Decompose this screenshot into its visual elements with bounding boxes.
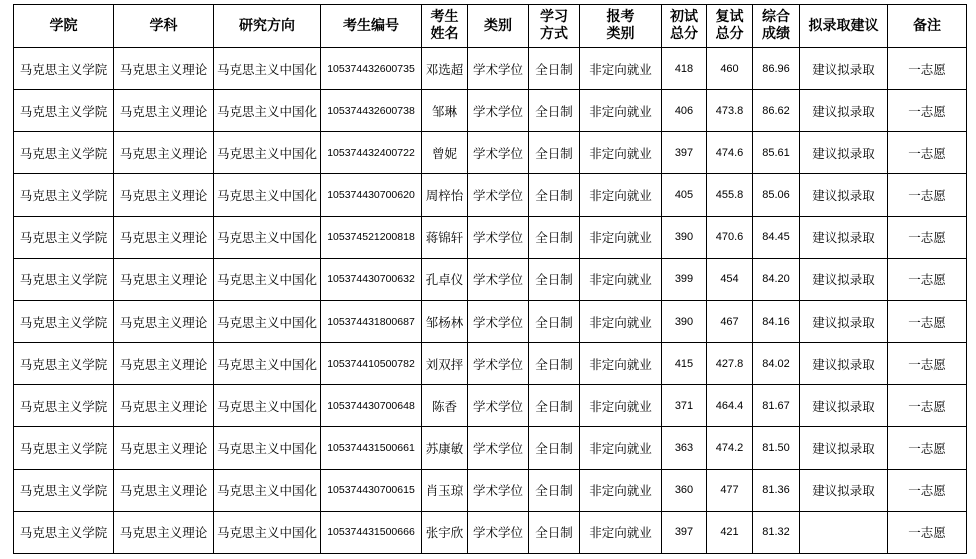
table-row (14, 258, 967, 300)
table-row (14, 48, 967, 90)
remarks-cell: 一志愿 (888, 174, 967, 216)
application-type-cell: 非定向就业 (580, 300, 662, 342)
composite-score-cell: 85.61 (753, 132, 800, 174)
composite-score-cell: 84.20 (753, 258, 800, 300)
college-cell: 马克思主义学院 (14, 216, 114, 258)
candidate-id-cell: 105374410500782 (321, 343, 422, 385)
suggestion-cell: 建议拟录取 (800, 90, 888, 132)
discipline-cell: 马克思主义理论 (114, 385, 214, 427)
retest-score-cell: 467 (707, 300, 753, 342)
discipline-cell: 马克思主义理论 (114, 216, 214, 258)
application-type-cell: 非定向就业 (580, 427, 662, 469)
composite-score-cell: 81.32 (753, 511, 800, 553)
initial-score-cell: 415 (662, 343, 707, 385)
candidate-id-cell: 105374430700648 (321, 385, 422, 427)
college-cell: 马克思主义学院 (14, 132, 114, 174)
initial-score-cell: 405 (662, 174, 707, 216)
table-row (14, 216, 967, 258)
table-row (14, 300, 967, 342)
study-mode-cell: 全日制 (529, 48, 580, 90)
category-cell: 学术学位 (468, 216, 529, 258)
name-cell: 曾妮 (422, 132, 468, 174)
candidate-id-cell: 105374430700615 (321, 469, 422, 511)
suggestion-cell: 建议拟录取 (800, 216, 888, 258)
college-cell: 马克思主义学院 (14, 427, 114, 469)
name-cell: 邹琳 (422, 90, 468, 132)
suggestion-cell: 建议拟录取 (800, 132, 888, 174)
suggestion-cell: 建议拟录取 (800, 300, 888, 342)
composite-score-cell: 84.02 (753, 343, 800, 385)
discipline-cell: 马克思主义理论 (114, 300, 214, 342)
study-mode-cell: 全日制 (529, 385, 580, 427)
name-cell: 孔卓仪 (422, 258, 468, 300)
college-cell: 马克思主义学院 (14, 343, 114, 385)
remarks-cell: 一志愿 (888, 216, 967, 258)
remarks-cell: 一志愿 (888, 300, 967, 342)
suggestion-cell: 建议拟录取 (800, 174, 888, 216)
composite-score-cell: 85.06 (753, 174, 800, 216)
initial-score-cell: 360 (662, 469, 707, 511)
col-header-admission-suggestion: 拟录取建议 (800, 5, 888, 48)
composite-score-cell: 84.16 (753, 300, 800, 342)
college-cell: 马克思主义学院 (14, 174, 114, 216)
initial-score-cell: 363 (662, 427, 707, 469)
college-cell: 马克思主义学院 (14, 300, 114, 342)
candidate-id-cell: 105374432600735 (321, 48, 422, 90)
college-cell: 马克思主义学院 (14, 511, 114, 553)
composite-score-cell: 81.67 (753, 385, 800, 427)
composite-score-cell: 86.96 (753, 48, 800, 90)
initial-score-cell: 399 (662, 258, 707, 300)
remarks-cell: 一志愿 (888, 469, 967, 511)
col-header-initial-score: 初试 总分 (662, 5, 707, 48)
initial-score-cell: 397 (662, 132, 707, 174)
retest-score-cell: 421 (707, 511, 753, 553)
remarks-cell: 一志愿 (888, 90, 967, 132)
direction-cell: 马克思主义中国化 (214, 90, 321, 132)
remarks-cell: 一志愿 (888, 343, 967, 385)
name-cell: 蒋锦轩 (422, 216, 468, 258)
discipline-cell: 马克思主义理论 (114, 427, 214, 469)
study-mode-cell: 全日制 (529, 174, 580, 216)
name-cell: 邓选超 (422, 48, 468, 90)
study-mode-cell: 全日制 (529, 469, 580, 511)
application-type-cell: 非定向就业 (580, 174, 662, 216)
table-row (14, 469, 967, 511)
application-type-cell: 非定向就业 (580, 48, 662, 90)
initial-score-cell: 371 (662, 385, 707, 427)
category-cell: 学术学位 (468, 511, 529, 553)
study-mode-cell: 全日制 (529, 132, 580, 174)
remarks-cell: 一志愿 (888, 48, 967, 90)
candidate-id-cell: 105374430700620 (321, 174, 422, 216)
candidate-id-cell: 105374521200818 (321, 216, 422, 258)
category-cell: 学术学位 (468, 90, 529, 132)
table-row (14, 174, 967, 216)
name-cell: 张宇欣 (422, 511, 468, 553)
col-header-study-mode: 学习 方式 (529, 5, 580, 48)
category-cell: 学术学位 (468, 469, 529, 511)
retest-score-cell: 473.8 (707, 90, 753, 132)
remarks-cell: 一志愿 (888, 427, 967, 469)
study-mode-cell: 全日制 (529, 300, 580, 342)
application-type-cell: 非定向就业 (580, 132, 662, 174)
table-row (14, 90, 967, 132)
composite-score-cell: 86.62 (753, 90, 800, 132)
name-cell: 苏康敏 (422, 427, 468, 469)
retest-score-cell: 460 (707, 48, 753, 90)
study-mode-cell: 全日制 (529, 258, 580, 300)
retest-score-cell: 455.8 (707, 174, 753, 216)
application-type-cell: 非定向就业 (580, 343, 662, 385)
direction-cell: 马克思主义中国化 (214, 343, 321, 385)
category-cell: 学术学位 (468, 427, 529, 469)
study-mode-cell: 全日制 (529, 216, 580, 258)
candidate-id-cell: 105374431800687 (321, 300, 422, 342)
direction-cell: 马克思主义中国化 (214, 511, 321, 553)
direction-cell: 马克思主义中国化 (214, 258, 321, 300)
discipline-cell: 马克思主义理论 (114, 511, 214, 553)
application-type-cell: 非定向就业 (580, 90, 662, 132)
name-cell: 周梓怡 (422, 174, 468, 216)
col-header-application-type: 报考 类别 (580, 5, 662, 48)
suggestion-cell: 建议拟录取 (800, 48, 888, 90)
composite-score-cell: 81.36 (753, 469, 800, 511)
suggestion-cell: 建议拟录取 (800, 469, 888, 511)
suggestion-cell: 建议拟录取 (800, 258, 888, 300)
candidate-id-cell: 105374430700632 (321, 258, 422, 300)
direction-cell: 马克思主义中国化 (214, 132, 321, 174)
name-cell: 邹杨林 (422, 300, 468, 342)
col-header-retest-score: 复试 总分 (707, 5, 753, 48)
college-cell: 马克思主义学院 (14, 258, 114, 300)
application-type-cell: 非定向就业 (580, 511, 662, 553)
category-cell: 学术学位 (468, 132, 529, 174)
composite-score-cell: 84.45 (753, 216, 800, 258)
candidate-id-cell: 105374431500661 (321, 427, 422, 469)
discipline-cell: 马克思主义理论 (114, 132, 214, 174)
retest-score-cell: 470.6 (707, 216, 753, 258)
col-header-discipline: 学科 (114, 5, 214, 48)
application-type-cell: 非定向就业 (580, 216, 662, 258)
category-cell: 学术学位 (468, 385, 529, 427)
remarks-cell: 一志愿 (888, 132, 967, 174)
name-cell: 陈香 (422, 385, 468, 427)
direction-cell: 马克思主义中国化 (214, 174, 321, 216)
table-row (14, 343, 967, 385)
header-row (14, 5, 967, 48)
study-mode-cell: 全日制 (529, 343, 580, 385)
col-header-candidate-id: 考生编号 (321, 5, 422, 48)
discipline-cell: 马克思主义理论 (114, 469, 214, 511)
college-cell: 马克思主义学院 (14, 469, 114, 511)
table-row (14, 132, 967, 174)
name-cell: 肖玉琼 (422, 469, 468, 511)
discipline-cell: 马克思主义理论 (114, 48, 214, 90)
initial-score-cell: 418 (662, 48, 707, 90)
application-type-cell: 非定向就业 (580, 258, 662, 300)
college-cell: 马克思主义学院 (14, 385, 114, 427)
col-header-college: 学院 (14, 5, 114, 48)
table-row (14, 385, 967, 427)
col-header-candidate-name: 考生 姓名 (422, 5, 468, 48)
col-header-composite-score: 综合 成绩 (753, 5, 800, 48)
category-cell: 学术学位 (468, 48, 529, 90)
col-header-research-direction: 研究方向 (214, 5, 321, 48)
retest-score-cell: 464.4 (707, 385, 753, 427)
discipline-cell: 马克思主义理论 (114, 174, 214, 216)
candidate-id-cell: 105374432400722 (321, 132, 422, 174)
study-mode-cell: 全日制 (529, 427, 580, 469)
initial-score-cell: 397 (662, 511, 707, 553)
initial-score-cell: 390 (662, 300, 707, 342)
initial-score-cell: 390 (662, 216, 707, 258)
college-cell: 马克思主义学院 (14, 90, 114, 132)
application-type-cell: 非定向就业 (580, 469, 662, 511)
suggestion-cell: 建议拟录取 (800, 343, 888, 385)
retest-score-cell: 474.2 (707, 427, 753, 469)
direction-cell: 马克思主义中国化 (214, 48, 321, 90)
discipline-cell: 马克思主义理论 (114, 258, 214, 300)
direction-cell: 马克思主义中国化 (214, 300, 321, 342)
study-mode-cell: 全日制 (529, 90, 580, 132)
table-row (14, 511, 967, 553)
remarks-cell: 一志愿 (888, 511, 967, 553)
remarks-cell: 一志愿 (888, 385, 967, 427)
direction-cell: 马克思主义中国化 (214, 385, 321, 427)
direction-cell: 马克思主义中国化 (214, 469, 321, 511)
category-cell: 学术学位 (468, 343, 529, 385)
category-cell: 学术学位 (468, 258, 529, 300)
col-header-category: 类别 (468, 5, 529, 48)
direction-cell: 马克思主义中国化 (214, 427, 321, 469)
retest-score-cell: 454 (707, 258, 753, 300)
composite-score-cell: 81.50 (753, 427, 800, 469)
retest-score-cell: 427.8 (707, 343, 753, 385)
study-mode-cell: 全日制 (529, 511, 580, 553)
suggestion-cell: 建议拟录取 (800, 427, 888, 469)
discipline-cell: 马克思主义理论 (114, 90, 214, 132)
college-cell: 马克思主义学院 (14, 48, 114, 90)
name-cell: 刘双抨 (422, 343, 468, 385)
application-type-cell: 非定向就业 (580, 385, 662, 427)
suggestion-cell: 建议拟录取 (800, 385, 888, 427)
retest-score-cell: 474.6 (707, 132, 753, 174)
initial-score-cell: 406 (662, 90, 707, 132)
retest-score-cell: 477 (707, 469, 753, 511)
discipline-cell: 马克思主义理论 (114, 343, 214, 385)
table-row (14, 427, 967, 469)
category-cell: 学术学位 (468, 300, 529, 342)
admission-table (13, 4, 967, 554)
candidate-id-cell: 105374431500666 (321, 511, 422, 553)
remarks-cell: 一志愿 (888, 258, 967, 300)
candidate-id-cell: 105374432600738 (321, 90, 422, 132)
col-header-remarks: 备注 (888, 5, 967, 48)
suggestion-cell (800, 511, 888, 553)
direction-cell: 马克思主义中国化 (214, 216, 321, 258)
table-body (14, 48, 967, 554)
category-cell: 学术学位 (468, 174, 529, 216)
